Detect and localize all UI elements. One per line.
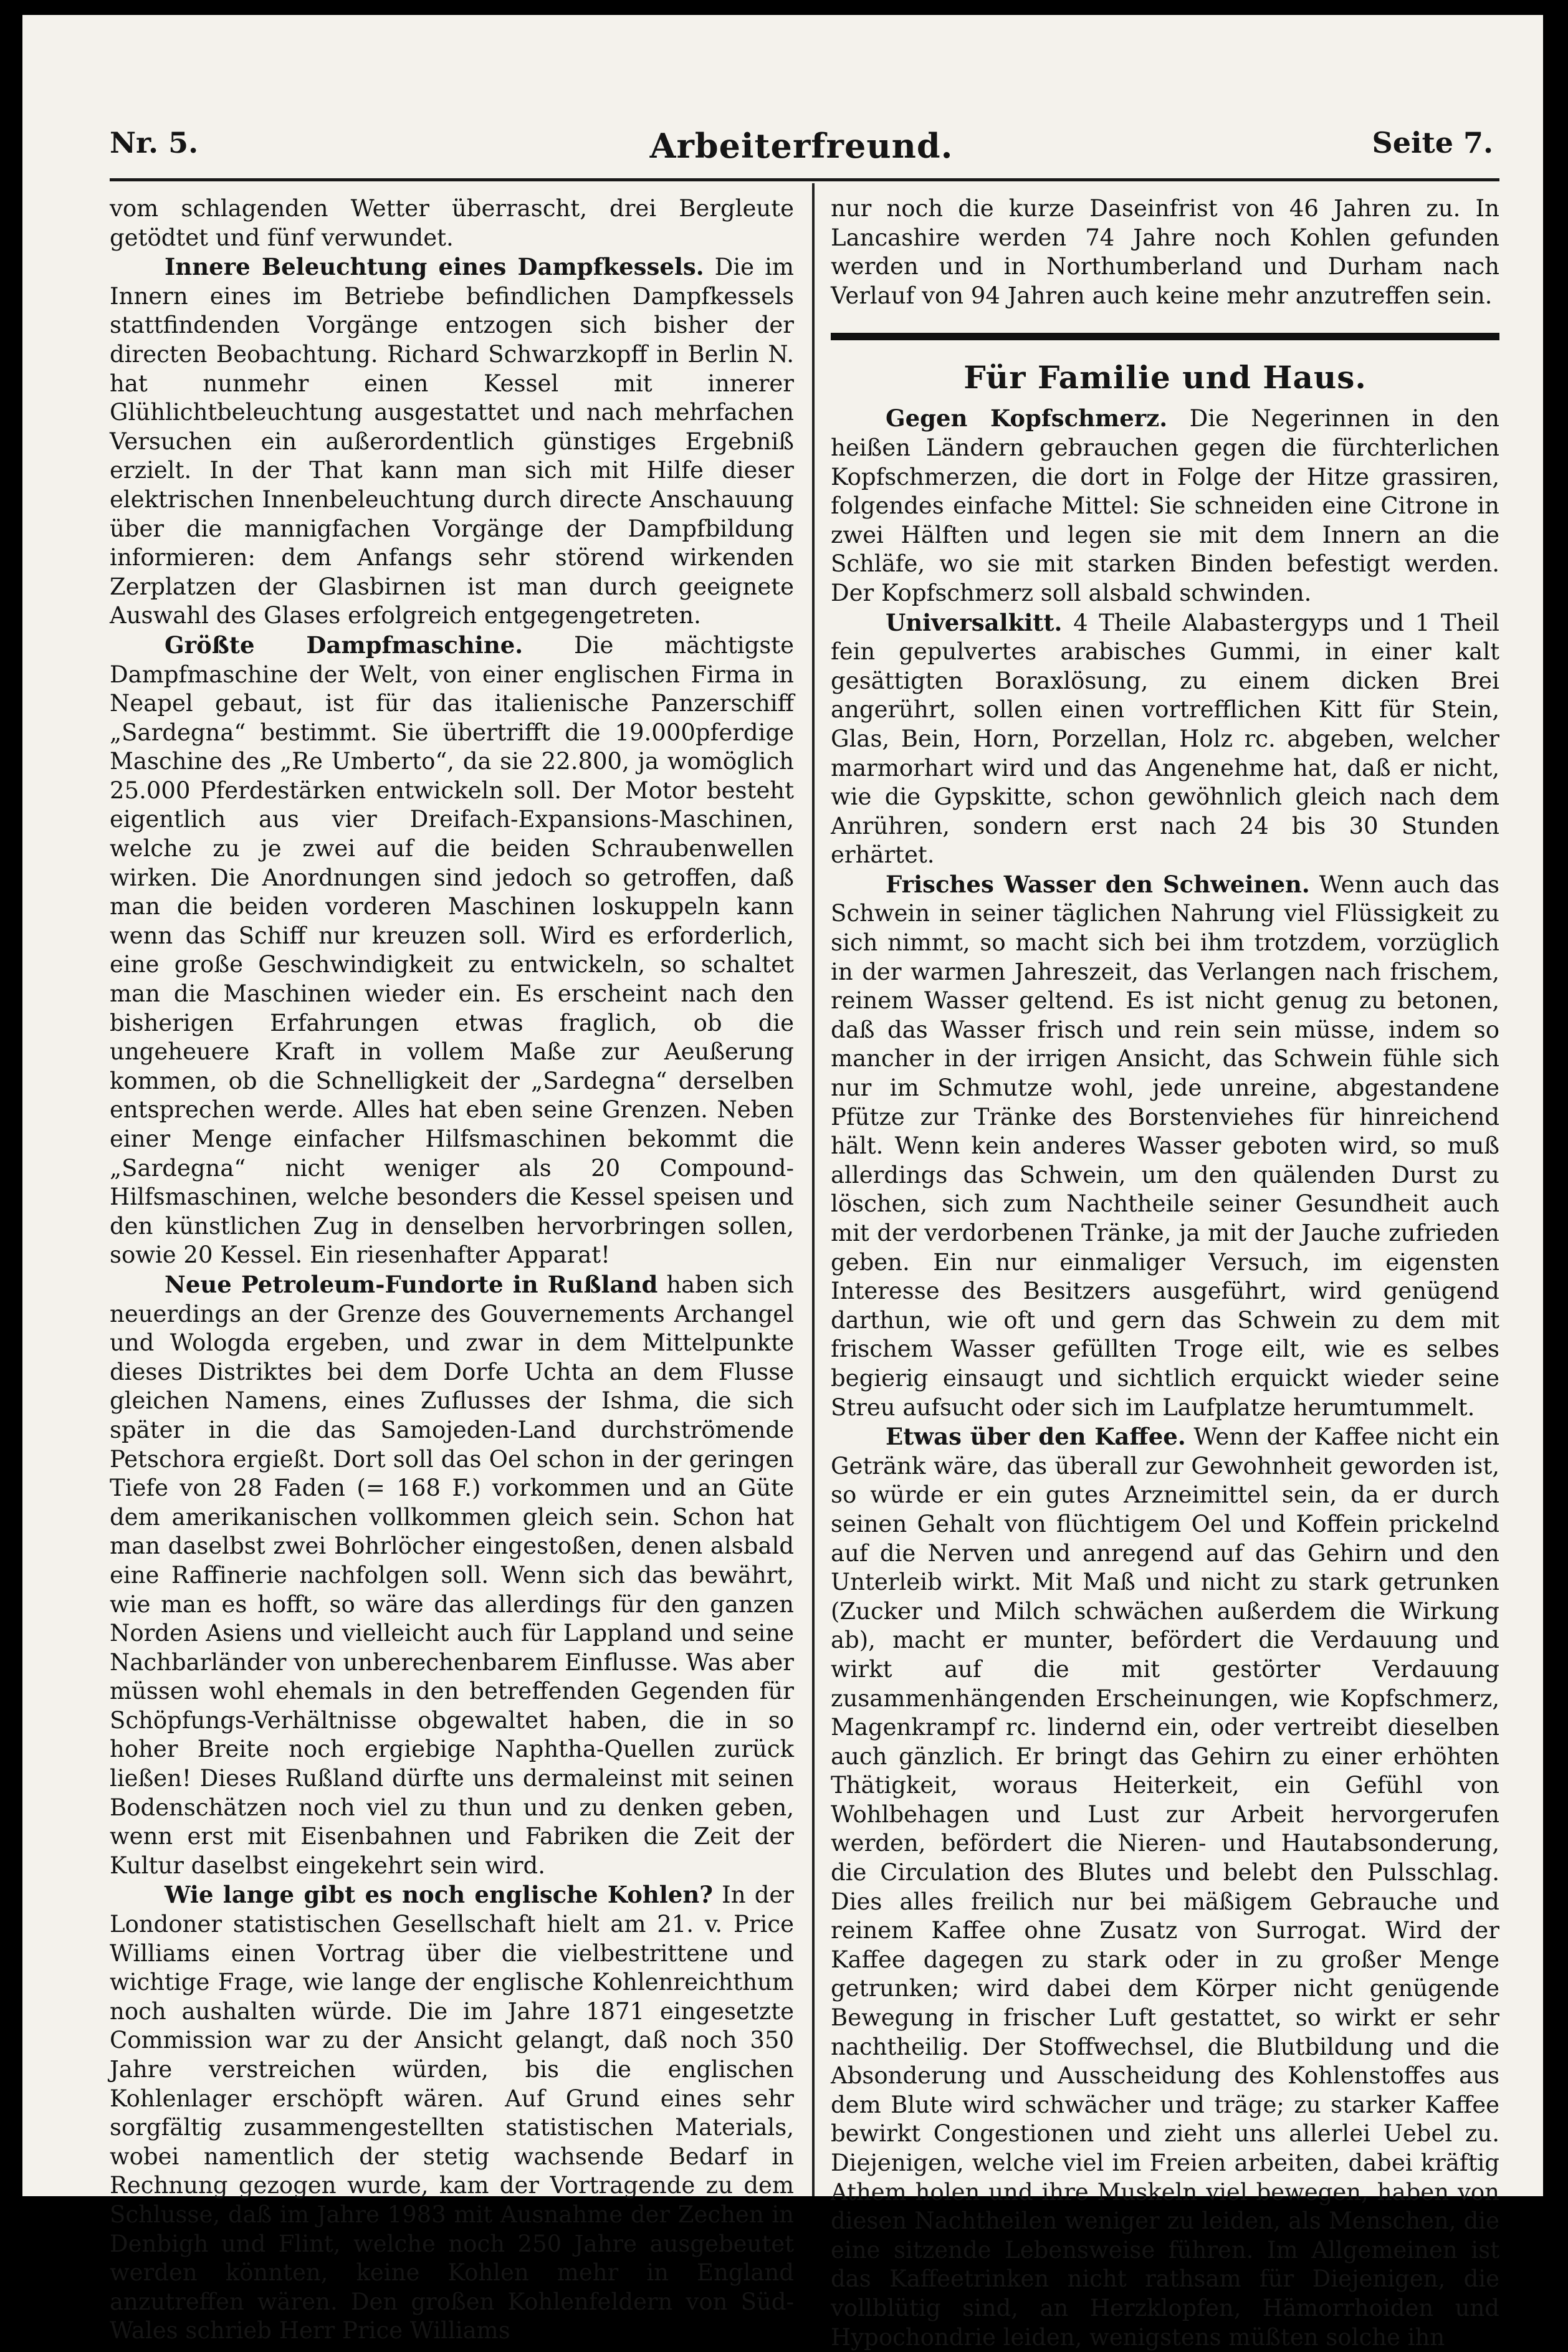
article-body: Wenn der Kaffee nicht ein Getränk wäre, das überall zur Gewohnheit geworden ist, so würde er ein gutes Arzneimittel sein, da er durch seinen Gehalt von flüchtigem Oel und Koffein prickelnd auf die Nerven und anregend auf das Gehirn und den Unterleib wirkt. Mit Maß und nicht zu stark getrunken (Zucker und Milch schwächen außerdem die Wirkung ab), macht er munter, befördert die Verdauung und wirkt auf die mit gestörter Verdauung zusammenhängenden Erscheinungen, wie Kopfschmerz, Magenkrampf rc. lindernd ein, oder vertreibt dieselben auch gänzlich. Er bringt das Gehirn zu einer erhöhten Thätigkeit, woraus Heiterkeit, ein Gefühl von Wohlbehagen und Lust zur Arbeit hervorgerufen werden, befördert die Nieren- und Hautabsonderung, die Circulation des Blutes und belebt den Pulsschlag. Dies alles freilich nur bei mäßigem Gebrauche und reinem Kaffee ohne Zusatz von Surrogat. Wird der Kaffee dagegen zu stark oder in zu großer Menge getrunken; wird dabei dem Körper nicht genügende Bewegung in frischer Luft gestattet, so wirkt er sehr nachtheilig. Der Stoffwechsel, die Blutbildung und die Absonderung und Ausscheidung des Kohlenstoffes aus dem Blute wird schwächer und träge; zu starker Kaffee bewirkt Congestionen und zieht uns allerlei Uebel zu. Diejenigen, welche viel im Freien arbeiten, dabei kräftig Athem holen und ihre Muskeln viel bewegen, haben von diesen Nachtheilen weniger zu leiden, als Menschen, die eine sitzende Lebensweise führen. Im Allgemeinen ist das Kaffeetrinken nicht rathsam für Diejenigen, die vollblütig sind, an Herzklopfen, Hämorrhoiden und Hypochondrie leiden, wenigstens müßten solche ihn [831,1423,1499,2351]
article-heading: Gegen Kopfschmerz. [886,404,1168,433]
article-dampfmaschine [110,631,794,1270]
header-rule [110,178,1499,181]
article-schweine [831,870,1499,1422]
article-dampfkessel [110,252,794,631]
article-kaffee [831,1422,1499,2352]
section-title: Für Familie und Haus. [963,359,1367,396]
article-universalkitt [831,608,1499,870]
article-petroleum [110,1270,794,1880]
article-kohlen [110,1880,794,2346]
article-heading: Etwas über den Kaffee. [886,1423,1186,1451]
article-body: Die im Innern eines im Betriebe befindlichen Dampfkessels stattfindenden Vorgänge entzogen sich bisher der directen Beobachtung. Richard Schwarzkopff in Berlin N. hat nunmehr einen Kessel mit innerer Glühlichtbeleuchtung ausgestattet und nach mehrfachen Versuchen ein außerordentlich günstiges Ergebniß erzielt. In der That kann man sich mit Hilfe dieser elektrischen Innenbeleuchtung durch directe Anschauung über die mannigfachen Vorgänge der Dampfbildung informieren: dem Anfangs sehr störend wirkenden Zerplatzen der Glasbirnen ist man durch geeignete Auswahl des Glases erfolgreich entgegengetreten. [110,254,795,629]
article-continuation: nur noch die kurze Daseinfrist von 46 Jahren zu. In Lancashire werden 74 Jahre noch Kohlen gefunden werden und in Northumberland und Durham nach Verlauf von 94 Jahren auch keine mehr anzutreffen sein. [831,195,1499,309]
left-column [110,194,795,2345]
article-body: Die Negerinnen in den heißen Ländern gebrauchen gegen die fürchterlichen Kopfschmerzen, die dort in Folge der Hitze grassiren, folgendes einfache Mittel: Sie schneiden eine Citrone in zwei Hälften und legen sie mit dem Innern an die Schläfe, wo sie mit starken Binden befestigt werden. Der Kopfschmerz soll alsbald schwinden. [831,405,1500,606]
column-divider [812,183,815,2196]
newspaper-page [22,15,1543,2351]
article-heading: Wie lange gibt es noch englische Kohlen? [165,1881,713,1909]
page-number: Seite 7. [1372,126,1493,160]
right-column [831,194,1500,2351]
article-heading: Frisches Wasser den Schweinen. [886,870,1310,898]
article-body: Wenn auch das Schwein in seiner täglichen Nahrung viel Flüssigkeit zu sich nimmt, so macht sich bei ihm trotzdem, vorzüglich in der warmen Jahreszeit, das Verlangen nach frischem, reinem Wasser geltend. Es ist nicht genug zu betonen, daß das Wasser frisch und rein sein müsse, indem so mancher in der irrigen Ansicht, das Schwein fühle sich nur im Schmutze wohl, jede unreine, abgestandene Pfütze zur Tränke des Borstenviehes für hinreichend hält. Wenn kein anderes Wasser geboten wird, so muß allerdings das Schwein, um den quälenden Durst zu löschen, sich zum Nachtheile seiner Gesundheit auch mit der verdorbenen Tränke, ja mit der Jauche zufrieden geben. Ein nur einmaliger Versuch, im eigensten Interesse des Besitzers ausgeführt, wird genügend darthun, wie oft und gern das Schwein zu dem mit frischem Wasser gefüllten Troge eilt, wie es selbes begierig einsaugt und sichtlich erquickt wieder seine Streu aufsucht oder sich im Laufplatze herumtummelt. [831,871,1499,1421]
article-heading: Größte Dampfmaschine. [165,631,523,659]
newspaper-title: Arbeiterfreund. [649,126,954,166]
article-body: 4 Theile Alabastergyps und 1 Theil fein gepulvertes arabisches Gummi, in einer kalt gesättigten Boraxlösung, zu einem dicken Brei angerührt, sollen einen vortrefflichen Kitt für Stein, Glas, Bein, Horn, Porzellan, Holz rc. abgeben, welcher marmorhart wird und das Angenehme hat, daß er nicht, wie die Gypskitte, schon gewöhnlich gleich nach dem Anrühren, sondern erst nach 24 bis 30 Stunden erhärtet. [831,609,1499,869]
section-rule [831,333,1499,340]
article-body: In der Londoner statistischen Gesellschaft hielt am 21. v. Price Williams einen Vortrag über die vielbestrittene und wichtige Frage, wie lange der englische Kohlenreichthum noch aushalten würde. Die im Jahre 1871 eingesetzte Commission war zu der Ansicht gelangt, daß noch 350 Jahre verstreichen würden, bis die englischen Kohlenlager erschöpft wären. Auf Grund eines sehr sorgfältig zusammengestellten statistischen Materials, wobei namentlich der stetig wachsende Bedarf in Rechnung gezogen wurde, kam der Vortragende zu dem Schlusse, daß im Jahre 1983 mit Ausnahme der Zechen in Denbigh und Flint, welche noch 250 Jahre ausgebeutet werden könnten, keine Kohlen mehr in England anzutreffen wären. Den großen Kohlenfeldern von Süd-Wales schrieb Herr Price Williams [110,1881,794,2345]
article-heading: Innere Beleuchtung eines Dampfkessels. [165,253,704,281]
article-continuation: vom schlagenden Wetter überrascht, drei Bergleute getödtet und fünf verwundet. [110,195,794,251]
article-body: Die mächtigste Dampfmaschine der Welt, von einer englischen Firma in Neapel gebaut, ist für das italienische Panzerschiff „Sardegna“ bestimmt. Sie übertrifft die 19.000pferdige Maschine des „Re Umberto“, da sie 22.800, ja womöglich 25.000 Pferdestärken entwickeln soll. Der Motor besteht eigentlich aus vier Dreifach-Expansions-Maschinen, welche zu je zwei auf die beiden Schraubenwellen wirken. Die Anordnungen sind jedoch so getroffen, daß man die beiden vorderen Maschinen loskuppeln kann wenn das Schiff nur kreuzen soll. Wird es erforderlich, eine große Geschwindigkeit zu entwickeln, so schaltet man die Maschinen wieder ein. Es erscheint nach den bisherigen Erfahrungen etwas fraglich, ob die ungeheuere Kraft in vollem Maße zur Aeußerung kommen, ob die Schnelligkeit der „Sardegna“ derselben entsprechen werde. Alles hat eben seine Grenzen. Neben einer Menge einfacher Hilfsmaschinen bekommt die „Sardegna“ nicht weniger als 20 Compound-Hilfsmaschinen, welche besonders die Kessel speisen und den künstlichen Zug in denselben hervorbringen sollen, sowie 20 Kessel. Ein riesenhafter Apparat! [110,631,795,1269]
issue-number: Nr. 5. [110,126,199,160]
article-kopfschmerz [831,404,1499,608]
article-heading: Neue Petroleum-Fundorte in Rußland [165,1270,658,1298]
article-body: haben sich neuerdings an der Grenze des Gouvernements Archangel und Wologda ergeben, und zwar in dem Mittelpunkte dieses Distriktes bei dem Dorfe Uchta an dem Flusse gleichen Namens, eines Zuflusses der Ishma, die sich später in die das Samojeden-Land durchströmende Petschora ergießt. Dort soll das Oel schon in der geringen Tiefe von 28 Faden (= 168 F.) vorkommen und an Güte dem amerikanischen vollkommen gleich sein. Schon hat man daselbst zwei Bohrlöcher eingestoßen, denen alsbald eine Raffinerie nachfolgen soll. Wenn sich das bewährt, wie man es hofft, so wäre das allerdings für den ganzen Norden Asiens und vielleicht auch für Lappland und seine Nachbarländer von unberechenbarem Einflusse. Was aber müssen wohl ehemals in den betreffenden Gegenden für Schöpfungs-Verhältnisse obgewaltet haben, die in so hoher Breite noch ergiebige Naphtha-Quellen zurück ließen! Dieses Rußland dürfte uns dermaleinst mit seinen Bodenschätzen noch viel zu thun und zu denken geben, wenn erst mit Eisenbahnen und Fabriken die Zeit der Kultur daselbst eingekehrt sein wird. [110,1271,794,1879]
article-heading: Universalkitt. [886,608,1063,636]
page-header [110,120,1493,176]
